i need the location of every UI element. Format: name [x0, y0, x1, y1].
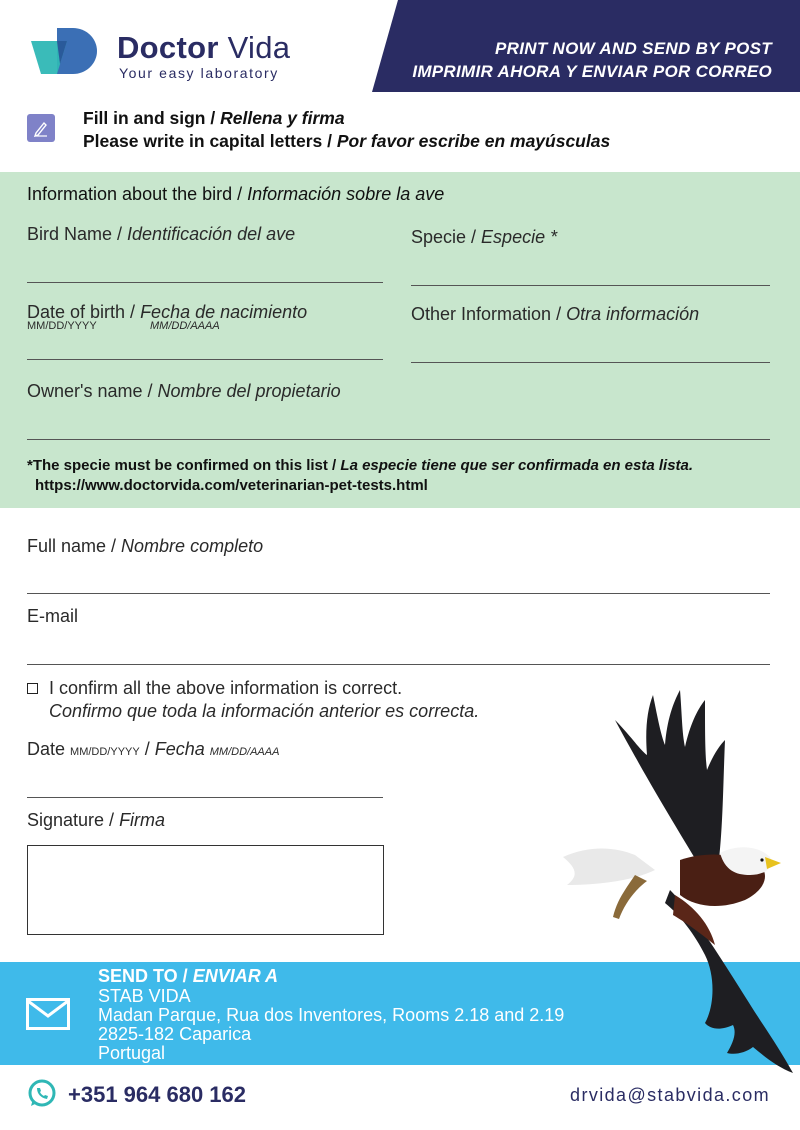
instruction-sign: Fill in and sign / Rellena y firma — [83, 108, 345, 128]
specie-note: *The specie must be confirmed on this list / La especie tiene que ser confirmada en esta lista. — [27, 457, 694, 474]
bird-name-label: Bird Name / Identificación del ave — [27, 224, 296, 244]
full-name-field[interactable] — [27, 593, 770, 594]
bird-name-field[interactable] — [27, 282, 383, 283]
brand-name: Doctor Vida — [117, 30, 291, 65]
send-to-title: SEND TO / ENVIAR A — [98, 966, 279, 986]
envelope-icon — [26, 998, 70, 1030]
address-line-3: 2825-182 Caparica — [98, 1024, 252, 1044]
signature-box[interactable] — [27, 845, 384, 935]
whatsapp-icon — [26, 1078, 58, 1110]
dob-label: Date of birth / Fecha de nacimiento — [27, 302, 308, 322]
email-label: E-mail — [27, 606, 79, 626]
other-info-label: Other Information / Otra información — [411, 304, 700, 324]
other-info-field[interactable] — [411, 362, 770, 363]
banner-line-es: IMPRIMIR AHORA Y ENVIAR POR CORREO — [412, 62, 772, 81]
signature-label: Signature / Firma — [27, 810, 166, 830]
confirm-text-es: Confirmo que toda la información anterior es correcta. — [49, 701, 480, 721]
dob-field[interactable] — [27, 359, 383, 360]
owner-name-field[interactable] — [27, 439, 770, 440]
date-label: Date MM/DD/YYYY / Fecha MM/DD/AAAA — [27, 739, 280, 759]
confirm-checkbox[interactable] — [27, 683, 38, 694]
email-field[interactable] — [27, 664, 770, 665]
phone-number[interactable]: +351 964 680 162 — [68, 1082, 247, 1107]
pen-icon — [27, 114, 55, 142]
address-line-1: STAB VIDA — [98, 986, 191, 1006]
bird-section-title: Information about the bird / Información sobre la ave — [27, 184, 445, 204]
specie-label: Specie / Especie * — [411, 227, 558, 247]
specie-field[interactable] — [411, 285, 770, 286]
date-field[interactable] — [27, 797, 383, 798]
brand-tagline: Your easy laboratory — [119, 65, 279, 81]
doctor-vida-logo — [27, 26, 97, 76]
specie-list-link[interactable]: https://www.doctorvida.com/veterinarian-pet-tests.html — [35, 477, 428, 494]
owner-name-label: Owner's name / Nombre del propietario — [27, 381, 341, 401]
contact-email[interactable]: drvida@stabvida.com — [570, 1085, 770, 1105]
full-name-label: Full name / Nombre completo — [27, 536, 264, 556]
confirm-text-en: I confirm all the above information is correct. — [49, 678, 403, 698]
address-line-2: Madan Parque, Rua dos Inventores, Rooms 2.18 and 2.19 — [98, 1005, 565, 1025]
instruction-capitals: Please write in capital letters / Por favor escribe en mayúsculas — [83, 131, 611, 151]
address-line-4: Portugal — [98, 1043, 166, 1063]
eagle-image — [555, 675, 800, 1075]
banner-line-en: PRINT NOW AND SEND BY POST — [495, 39, 772, 58]
dob-format-en: MM/DD/YYYY — [27, 320, 97, 332]
dob-format-es: MM/DD/AAAA — [150, 320, 220, 332]
